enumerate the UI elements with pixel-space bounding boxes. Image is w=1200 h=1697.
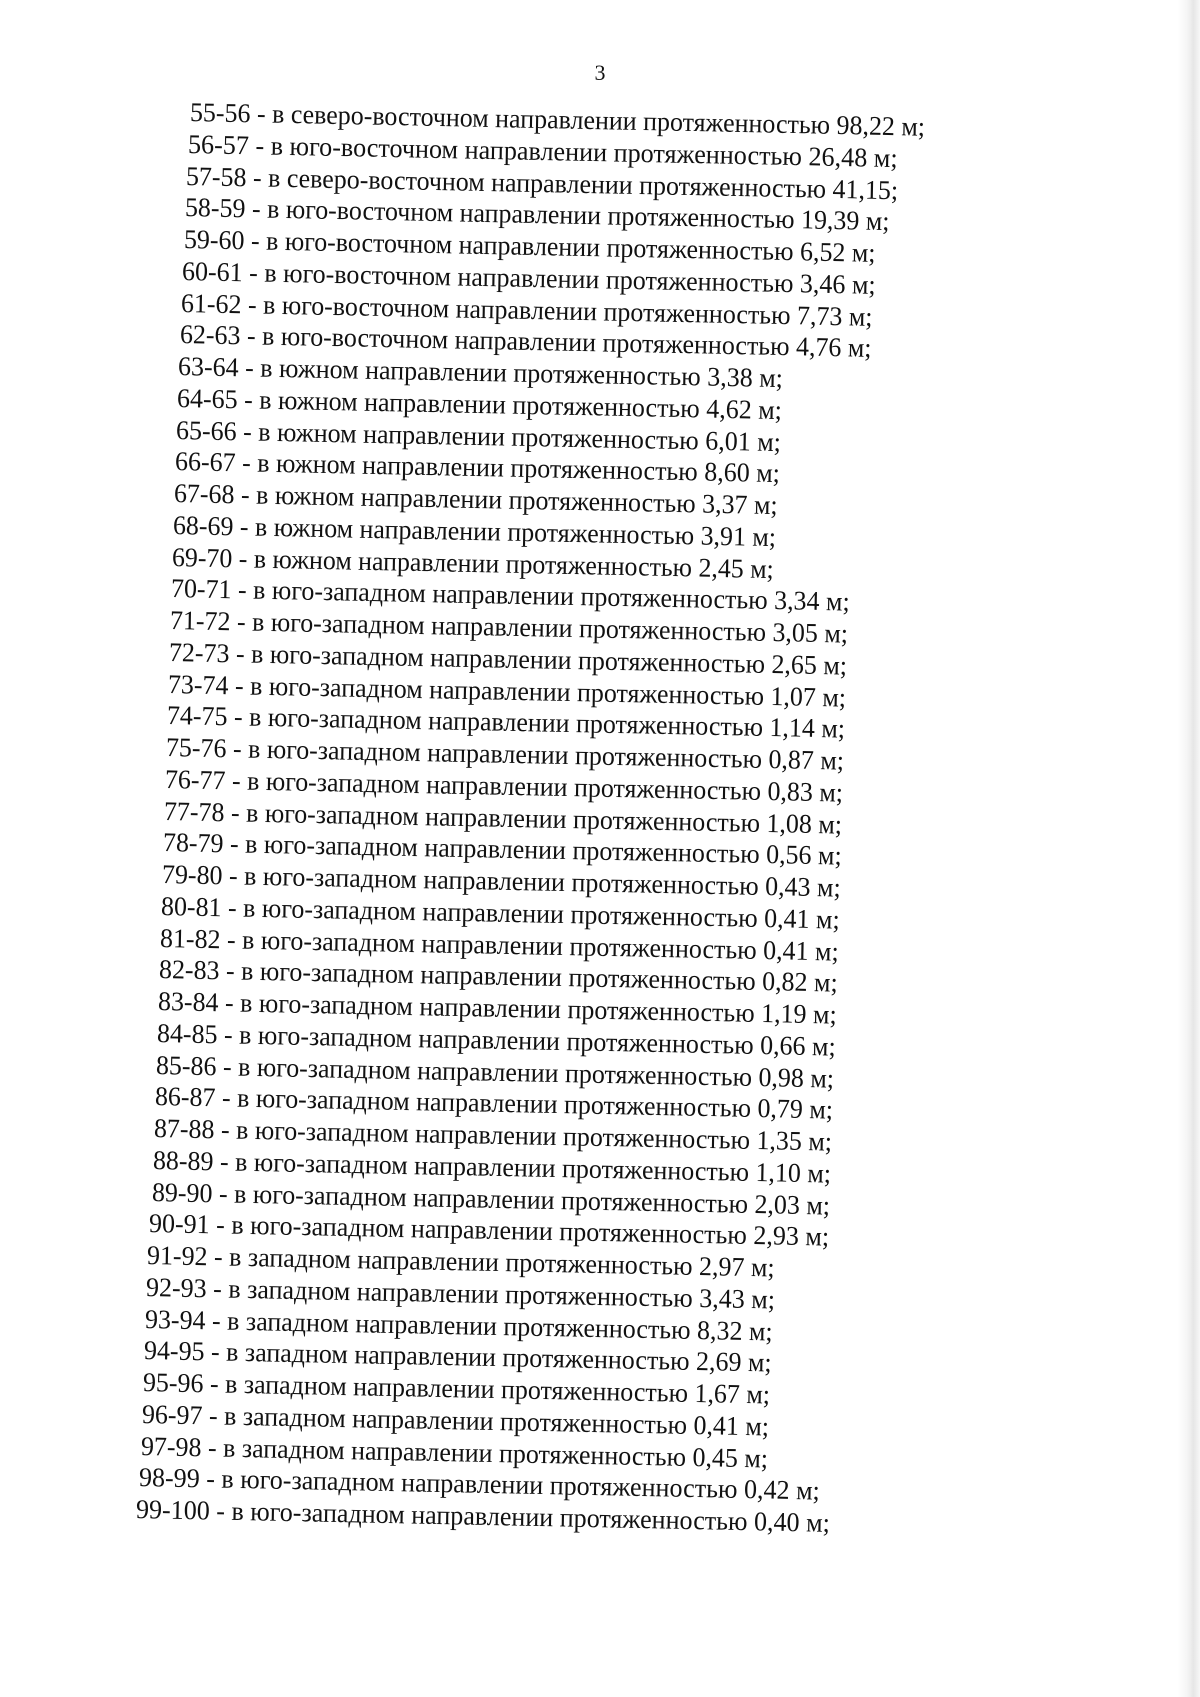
boundary-segment-line (0, 318, 1200, 364)
boundary-segment-line (0, 636, 1200, 681)
boundary-segment-text: 72-73 - в юго-западном направлении протяженностью 2,65 м; (168, 636, 848, 681)
boundary-segment-line (0, 223, 1200, 268)
boundary-segment-text: 94-95 - в западном направлении протяженностью 2,69 м; (143, 1335, 772, 1378)
boundary-segment-line (0, 477, 1200, 521)
boundary-segment-line (0, 922, 1200, 967)
boundary-segment-line (0, 128, 1200, 173)
boundary-segment-text: 71-72 - в юго-западном направлении протяженностью 3,05 м; (169, 605, 849, 649)
boundary-segment-text: 61-62 - в юго-восточном направлении протяженностью 7,73 м; (180, 287, 873, 332)
boundary-segment-line (0, 1398, 1200, 1442)
boundary-segment-line (0, 604, 1200, 649)
boundary-segment-line (0, 731, 1200, 776)
boundary-segment-line (0, 1080, 1200, 1125)
boundary-segment-line (0, 795, 1200, 840)
boundary-segment-line (0, 1366, 1200, 1410)
boundary-segment-text: 81-82 - в юго-западном направлении протяженностью 0,41 м; (159, 922, 839, 967)
boundary-segment-line (0, 1144, 1200, 1189)
boundary-segment-text: 59-60 - в юго-восточном направлении протяженностью 6,52 м; (183, 224, 876, 268)
boundary-segment-text: 58-59 - в юго-восточном направлении протяженностью 19,39 м; (184, 192, 890, 237)
boundary-segment-line (0, 1207, 1200, 1252)
boundary-segment-line (0, 1334, 1200, 1378)
boundary-segment-line (0, 985, 1200, 1030)
boundary-segment-line (0, 382, 1200, 425)
boundary-segment-line (0, 699, 1200, 744)
boundary-segment-line (0, 350, 1200, 394)
boundary-segment-line (0, 953, 1200, 998)
boundary-segment-text: 56-57 - в юго-восточном направлении протяженностью 26,48 м; (187, 128, 898, 173)
boundary-segment-line (0, 191, 1200, 237)
boundary-segment-text: 70-71 - в юго-западном направлении протяженностью 3,34 м; (170, 573, 850, 617)
boundary-segment-line (0, 445, 1200, 489)
boundary-segment-line (0, 1430, 1200, 1474)
boundary-segment-line (0, 1239, 1200, 1283)
boundary-segment-line (0, 1112, 1200, 1157)
boundary-segment-text: 63-64 - в южном направлении протяженностью 3,38 м; (177, 351, 784, 394)
boundary-segment-text: 64-65 - в южном направлении протяженностью 4,62 м; (176, 382, 783, 425)
boundary-segment-line (0, 668, 1200, 713)
boundary-segment-text: 93-94 - в западном направлении протяженностью 8,32 м; (144, 1303, 773, 1347)
boundary-segment-text: 87-88 - в юго-западном направлении протяженностью 1,35 м; (153, 1113, 833, 1157)
boundary-segment-text: 82-83 - в юго-западном направлении протяженностью 0,82 м; (158, 954, 838, 998)
boundary-segment-text: 96-97 - в западном направлении протяженностью 0,41 м; (141, 1398, 770, 1442)
boundary-segment-text: 97-98 - в западном направлении протяженностью 0,45 м; (140, 1430, 769, 1474)
boundary-segment-text: 98-99 - в юго-западном направлении протяженностью 0,42 м; (138, 1462, 821, 1506)
boundary-segment-text: 83-84 - в юго-западном направлении протяженностью 1,19 м; (157, 986, 837, 1030)
boundary-segment-text: 80-81 - в юго-западном направлении протяженностью 0,41 м; (160, 890, 840, 935)
boundary-segment-text: 92-93 - в западном направлении протяженностью 3,43 м; (145, 1271, 776, 1315)
boundary-segment-line (0, 572, 1200, 617)
boundary-segment-line (0, 160, 1200, 205)
boundary-segment-text: 74-75 - в юго-западном направлении протяженностью 1,14 м; (166, 700, 846, 744)
boundary-segment-line (0, 763, 1200, 808)
boundary-segment-line (0, 509, 1200, 552)
boundary-segment-line (0, 1493, 1200, 1538)
boundary-segment-text: 85-86 - в юго-западном направлении протяженностью 0,98 м; (155, 1049, 835, 1094)
boundary-description-list (0, 96, 1200, 1538)
boundary-segment-line (0, 96, 1200, 142)
boundary-segment-text: 77-78 - в юго-западном направлении протяженностью 1,08 м; (163, 795, 843, 840)
boundary-segment-text: 86-87 - в юго-западном направлении протяженностью 0,79 м; (154, 1081, 834, 1125)
boundary-segment-text: 88-89 - в юго-западном направлении протяженностью 1,10 м; (152, 1144, 832, 1189)
boundary-segment-text: 57-58 - в северо-восточном направлении протяженностью 41,15; (185, 160, 899, 205)
boundary-segment-text: 62-63 - в юго-восточном направлении протяженностью 4,76 м; (179, 319, 872, 364)
boundary-segment-text: 91-92 - в западном направлении протяженностью 2,97 м; (146, 1240, 775, 1283)
boundary-segment-line (0, 890, 1200, 935)
boundary-segment-text: 67-68 - в южном направлении протяженностью 3,37 м; (173, 478, 778, 521)
boundary-segment-text: 68-69 - в южном направлении протяженностью 3,91 м; (172, 509, 777, 552)
boundary-segment-text: 84-85 - в юго-западном направлении протяженностью 0,66 м; (156, 1017, 836, 1062)
boundary-segment-text: 55-56 - в северо-восточном направлении протяженностью 98,22 м; (189, 97, 926, 142)
page-number: 3 (594, 60, 606, 85)
boundary-segment-text: 73-74 - в юго-западном направлении протяженностью 1,07 м; (167, 668, 847, 713)
boundary-segment-text: 76-77 - в юго-западном направлении протяженностью 0,83 м; (164, 763, 844, 808)
boundary-segment-line (0, 255, 1200, 300)
boundary-segment-text: 66-67 - в южном направлении протяженностью 8,60 м; (174, 446, 781, 489)
boundary-segment-line (0, 414, 1200, 457)
boundary-segment-line (0, 287, 1200, 332)
boundary-segment-text: 99-100 - в юго-западном направлении протяженностью 0,40 м; (135, 1494, 831, 1538)
boundary-segment-text: 69-70 - в южном направлении протяженностью 2,45 м; (171, 541, 775, 584)
boundary-segment-line (0, 1271, 1200, 1315)
boundary-segment-text: 79-80 - в юго-западном направлении протяженностью 0,43 м; (161, 859, 841, 903)
boundary-segment-line (0, 1461, 1200, 1506)
boundary-segment-line (0, 826, 1200, 871)
boundary-segment-line (0, 1017, 1200, 1062)
boundary-segment-line (0, 1303, 1200, 1347)
boundary-segment-line (0, 1176, 1200, 1221)
boundary-segment-line (0, 1049, 1200, 1094)
boundary-segment-text: 95-96 - в западном направлении протяженностью 1,67 м; (142, 1367, 771, 1410)
boundary-segment-text: 60-61 - в юго-восточном направлении протяженностью 3,46 м; (181, 255, 876, 300)
boundary-segment-text: 75-76 - в юго-западном направлении протяженностью 0,87 м; (165, 732, 845, 776)
boundary-segment-text: 65-66 - в южном направлении протяженностью 6,01 м; (175, 414, 782, 457)
boundary-segment-line (0, 541, 1200, 584)
boundary-segment-line (0, 858, 1200, 903)
boundary-segment-text: 90-91 - в юго-западном направлении протяженностью 2,93 м; (148, 1208, 830, 1252)
boundary-segment-text: 78-79 - в юго-западном направлении протяженностью 0,56 м; (162, 827, 842, 871)
boundary-segment-text: 89-90 - в юго-западном направлении протяженностью 2,03 м; (151, 1176, 831, 1221)
